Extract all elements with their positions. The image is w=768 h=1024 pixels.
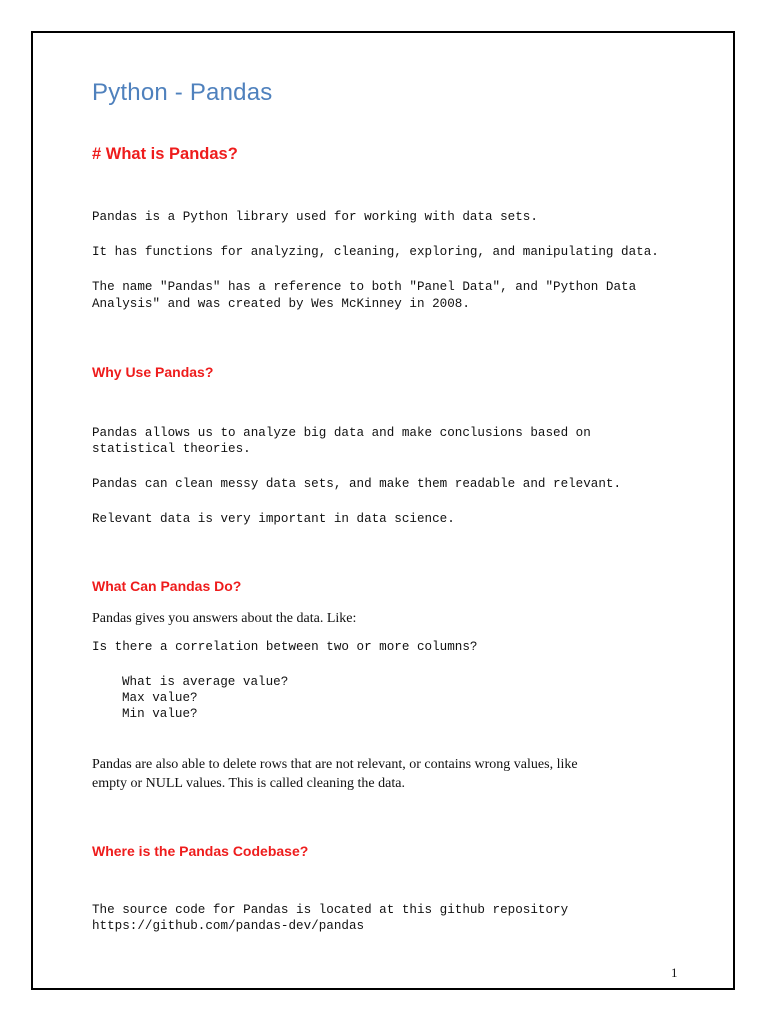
paragraph-line: empty or NULL values. This is called cleaning the data.: [92, 776, 405, 791]
paragraph-line: The source code for Pandas is located at this github repository: [92, 903, 569, 917]
paragraph: Pandas can clean messy data sets, and make them readable and relevant.: [92, 477, 622, 491]
paragraph: It has functions for analyzing, cleaning, exploring, and manipulating data.: [92, 245, 659, 259]
section-heading-what-can: What Can Pandas Do?: [92, 578, 242, 594]
section-heading-why-use: Why Use Pandas?: [92, 364, 214, 380]
page-frame: [31, 31, 735, 990]
paragraph: Is there a correlation between two or more columns?: [92, 640, 478, 654]
section-heading-what-is: # What is Pandas?: [92, 145, 238, 163]
paragraph-line: statistical theories.: [92, 442, 251, 456]
list-item: Max value?: [122, 691, 198, 705]
paragraph: Pandas gives you answers about the data. Like:: [92, 611, 357, 626]
list-item: Min value?: [122, 707, 198, 721]
page-number: 1: [671, 965, 678, 980]
page-title: Python - Pandas: [92, 79, 273, 106]
paragraph-line: Pandas are also able to delete rows that are not relevant, or contains wrong values, like: [92, 757, 578, 772]
paragraph-line: Analysis" and was created by Wes McKinney in 2008.: [92, 297, 470, 311]
paragraph-line: Pandas allows us to analyze big data and make conclusions based on: [92, 426, 591, 440]
paragraph-line: The name "Pandas" has a reference to both "Panel Data", and "Python Data: [92, 280, 637, 294]
paragraph: Pandas is a Python library used for working with data sets.: [92, 210, 538, 224]
section-heading-codebase: Where is the Pandas Codebase?: [92, 843, 309, 859]
list-item: What is average value?: [122, 675, 289, 689]
repository-link[interactable]: https://github.com/pandas-dev/pandas: [92, 919, 365, 933]
paragraph: Relevant data is very important in data science.: [92, 512, 455, 526]
